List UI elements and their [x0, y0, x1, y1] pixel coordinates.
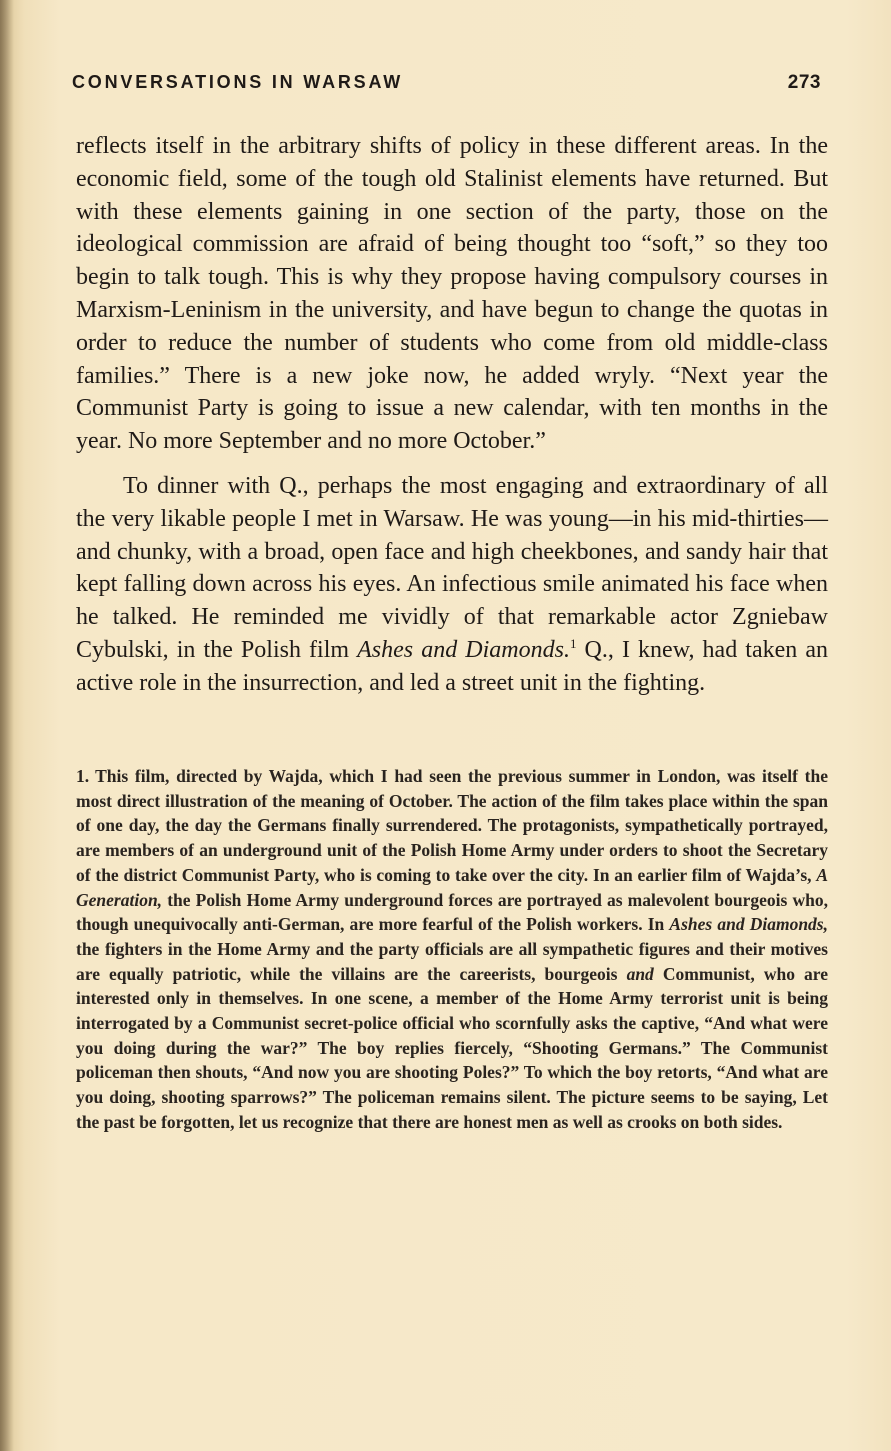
footnote-marker: 1	[569, 635, 577, 651]
running-header	[72, 72, 821, 94]
footnote-part-2: the Polish Home Army underground forces are portrayed as malevolent bourgeois who, though unequivocally anti-German, are more fearful of the Polish workers. In	[76, 889, 828, 935]
paragraph-1: reflects itself in the arbitrary shifts of policy in these different areas. In the economic field, some of the tough old Stalinist elements have returned. But with these elements gaining in one section of the party, those on the ideological commission are afraid of being thought too “soft,” so they too begin to talk tough. This is why they propose having compulsory courses in Marxism-Leninism in the university, and have begun to change the quotas in order to reduce the number of students who come from old middle-class families.” There is a new joke now, he added wryly. “Next year the Communist Party is going to issue a new calendar, with ten months in the year. No more September and no more October.”	[76, 133, 828, 455]
footnote-part-3: the fighters in the Home Army and the party officials are all sympathetic figures and their motives are equally patriotic, while the villains are the careerists, bourgeois	[76, 938, 828, 984]
chapter-title: CONVERSATIONS IN WARSAW	[72, 72, 404, 92]
footnote-number: 1.	[76, 766, 90, 786]
footnote-italic-2: Ashes and Diamonds,	[669, 914, 828, 935]
page-binding-shadow	[0, 0, 14, 1451]
page-number: 273	[787, 72, 821, 93]
footnote	[76, 764, 828, 1135]
footnote-italic-3: and	[626, 963, 654, 984]
footnote-part-4: Communist, who are interested only in themselves. In one scene, a member of the Home Army terrorist unit is being interrogated by a Communist secret-police official who scornfully asks the captive, “And what were you doing during the war?” The boy replies fiercely, “Shooting Germans.” The Communist policeman then shouts, “And now you are shooting Poles?” To which the boy retorts, “And what are you doing, shooting sparrows?” The policeman remains silent. The picture seems to be saying, Let the past be forgotten, let us recognize that there are honest men as well as crooks on both sides.	[76, 963, 828, 1132]
film-title: Ashes and Diamonds.	[357, 636, 570, 663]
paragraph-2-part-1: To dinner with Q., perhaps the most engaging and extraordinary of all the very likable people I met in Warsaw. He was young—in his mid-thirties—and chunky, with a broad, open face and high cheekbones, and sandy hair that kept falling down across his eyes. An infectious smile animated his face when he talked. He reminded me vividly of that remarkable actor Zgniebaw Cybulski, in the Polish film	[76, 472, 828, 663]
paragraph-2-part-2: Q., I knew, had taken an active role in the insurrection, and led a street unit in the fighting.	[76, 636, 829, 696]
footnote-italic-1: A Generation,	[76, 864, 828, 910]
footnote-part-1: This film, directed by Wajda, which I had seen the previous summer in London, was itself the most direct illustration of the meaning of October. The action of the film takes place within the span of one day, the day the Germans finally surrendered. The protagonists, sympathetically portrayed, are members of an underground unit of the Polish Home Army under orders to shoot the Secretary of the district Communist Party, who is coming to take over the city. In an earlier film of Wajda’s,	[76, 766, 828, 885]
main-text	[76, 130, 828, 700]
paragraph-2	[76, 470, 828, 700]
